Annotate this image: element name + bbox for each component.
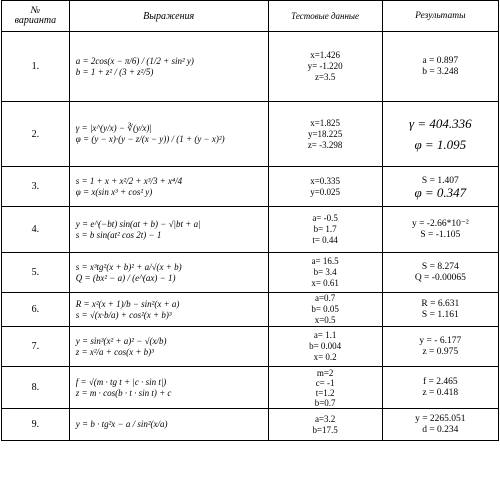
test-value: y=18.225 (307, 128, 343, 139)
result-value: f = 2.465 (422, 376, 458, 387)
test-data-cell (268, 102, 382, 167)
results-cell (382, 207, 498, 253)
result-value: y = - 6.177 (419, 335, 462, 346)
expression-line: b = 1 + z² / (3 + z²/5) (75, 66, 154, 77)
variant-number: 4. (2, 207, 70, 253)
test-value: a=3.2 (314, 413, 336, 424)
test-value: x= 0.2 (313, 352, 337, 362)
test-value: a=0.7 (314, 293, 336, 303)
result-value: y = 2265.051 (415, 413, 466, 424)
result-value: R = 6.631 (421, 298, 460, 309)
table-row (2, 327, 499, 367)
expression-line: φ = x(sin x³ + cos² y) (75, 186, 153, 197)
table-row (2, 207, 499, 253)
header-results: Результаты (382, 1, 498, 32)
test-data-cell (268, 409, 382, 441)
expression-line: s = x³tg²(x + b)² + a/√(x + b) (75, 261, 182, 272)
variant-number: 1. (2, 32, 70, 102)
expression-line: y = sin³(x² + a)² − √(x/b) (75, 335, 167, 346)
result-value: y = -2.66*10⁻² (411, 218, 469, 229)
table-row (2, 102, 499, 167)
variant-number: 8. (2, 367, 70, 409)
results-cell (382, 409, 498, 441)
test-value: x=0.5 (314, 315, 336, 325)
result-value: z = 0.418 (422, 387, 459, 398)
table-row (2, 367, 499, 409)
expression-line: s = b sin(at² cos 2t) − 1 (75, 229, 162, 240)
expression-line: R = x²(x + 1)/b − sin²(x + a) (75, 298, 180, 309)
test-value: a= 16.5 (311, 256, 339, 266)
expressions-cell (69, 409, 268, 441)
variant-number: 5. (2, 253, 70, 293)
result-value: S = 8.274 (421, 261, 459, 272)
test-value: y= -1.220 (307, 61, 343, 71)
test-value: y=0.025 (310, 186, 341, 197)
results-cell (382, 293, 498, 327)
result-value: b = 3.248 (422, 66, 459, 77)
expressions-cell (69, 327, 268, 367)
variant-number: 3. (2, 167, 70, 207)
test-value: b=17.5 (312, 424, 338, 435)
test-data-cell (268, 293, 382, 327)
test-value: b= 0.004 (309, 341, 342, 351)
test-data-cell (268, 367, 382, 409)
expression-line: Q = (bx² − a) / (e^(ax) − 1) (75, 272, 176, 283)
test-value: t=1.2 (315, 387, 335, 398)
result-value: S = -1.105 (420, 229, 461, 240)
test-value: b=0.7 (314, 397, 336, 408)
expressions-cell (69, 167, 268, 207)
results-cell (382, 253, 498, 293)
test-data-cell (268, 253, 382, 293)
variant-number: 9. (2, 409, 70, 441)
test-value: x= 0.61 (311, 278, 339, 288)
table-row (2, 167, 499, 207)
result-value: φ = 1.095 (414, 137, 467, 152)
test-value: x=0.335 (310, 175, 341, 186)
expression-line: y = b · tg²x − a / sin²(x/a) (75, 419, 168, 429)
test-data-cell (268, 32, 382, 102)
test-value: b= 1.7 (313, 224, 337, 234)
results-cell (382, 327, 498, 367)
expression-line: φ = (y − x)·(y − z/(x − y)) / (1 + (y − x)²) (75, 134, 225, 144)
test-value: b= 3.4 (313, 267, 337, 277)
test-data-cell (268, 167, 382, 207)
results-cell (382, 102, 498, 167)
expression-line: γ = |x^(y/x) − ∛(y/x)| (75, 123, 152, 133)
result-value: d = 0.234 (422, 424, 459, 435)
table-row (2, 409, 499, 441)
header-variant-number (2, 1, 70, 32)
variant-number: 6. (2, 293, 70, 327)
expression-line: a = 2cos(x − π/6) / (1/2 + sin² y) (75, 55, 194, 66)
expressions-cell (69, 207, 268, 253)
test-value: x=1.825 (310, 117, 341, 128)
expression-line: s = 1 + x + x²/2 + x³/3 + x⁴/4 (75, 175, 183, 186)
result-value: z = 0.975 (422, 346, 459, 357)
table-row (2, 32, 499, 102)
test-data-cell (268, 207, 382, 253)
test-value: z=3.5 (314, 72, 336, 82)
variant-number: 2. (2, 102, 70, 167)
test-value: t= 0.44 (312, 235, 338, 245)
table-row (2, 253, 499, 293)
result-value: S = 1.161 (421, 309, 459, 320)
results-cell (382, 167, 498, 207)
test-value: a= -0.5 (312, 213, 338, 223)
test-value: z= -3.298 (307, 139, 343, 150)
test-value: b= 0.05 (311, 304, 339, 314)
expressions-cell (69, 102, 268, 167)
table-row (2, 293, 499, 327)
expressions-cell (69, 293, 268, 327)
expressions-cell (69, 32, 268, 102)
expressions-cell (69, 253, 268, 293)
result-value: φ = 0.347 (414, 184, 467, 200)
result-value: a = 0.897 (422, 55, 459, 66)
expression-line: z = x²/a + cos(x + b)³ (75, 346, 154, 357)
header-expressions: Выражения (69, 1, 268, 32)
header-num-symbol: № (30, 5, 41, 16)
variant-number: 7. (2, 327, 70, 367)
header-num-label: варианта (14, 15, 57, 26)
header-test-data: Тестовые данные (268, 1, 382, 32)
variants-table (1, 0, 499, 441)
test-data-cell (268, 327, 382, 367)
expression-line: f = √(m · tg t + |c · sin t|) (75, 376, 167, 387)
result-value: Q = -0.00065 (414, 272, 466, 283)
expression-line: y = e^(−bt) sin(at + b) − √|bt + a| (75, 218, 201, 229)
expression-line: z = m · cos(b · t · sin t) + c (75, 387, 172, 398)
expressions-cell (69, 367, 268, 409)
result-value: S = 1.407 (421, 175, 459, 186)
test-value: a= 1.1 (313, 330, 337, 340)
results-cell (382, 32, 498, 102)
expression-line: s = √(x·b/a) + cos²(x + b)³ (75, 309, 172, 320)
test-value: c= -1 (315, 377, 335, 388)
test-value: m=2 (316, 367, 334, 378)
header-row (2, 1, 499, 32)
results-cell (382, 367, 498, 409)
result-value: γ = 404.336 (408, 116, 472, 131)
test-value: x=1.426 (310, 50, 341, 60)
